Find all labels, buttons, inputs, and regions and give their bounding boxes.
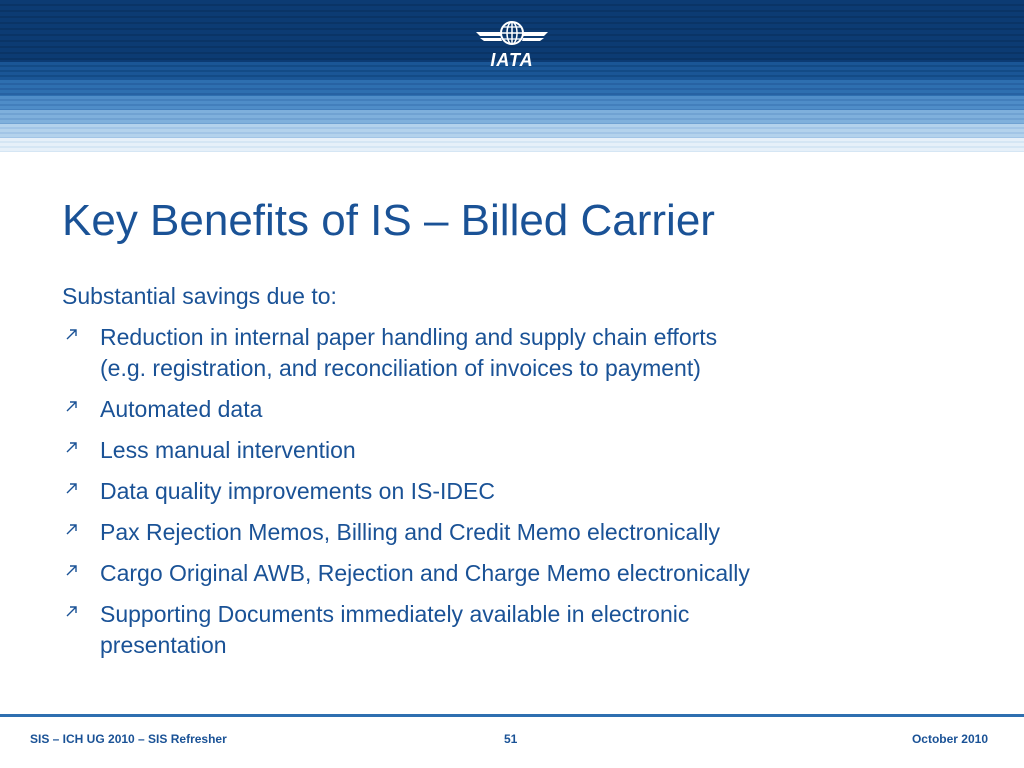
- list-item: [62, 322, 962, 384]
- bullet-text: Less manual intervention: [100, 437, 356, 463]
- arrow-up-right-icon: [64, 326, 80, 342]
- arrow-up-right-icon: [64, 603, 80, 619]
- list-item: [62, 476, 962, 507]
- bullet-text: Pax Rejection Memos, Billing and Credit Memo electronically: [100, 519, 720, 545]
- bullet-text: Data quality improvements on IS-IDEC: [100, 478, 495, 504]
- bullet-text-continued: presentation: [100, 632, 227, 658]
- arrow-up-right-icon: [64, 562, 80, 578]
- bullet-text: Cargo Original AWB, Rejection and Charge Memo electronically: [100, 560, 750, 586]
- footer-date: October 2010: [911, 732, 988, 746]
- arrow-up-right-icon: [64, 439, 80, 455]
- list-item: [62, 435, 962, 466]
- footer: [0, 732, 1024, 752]
- bullet-text-continued: (e.g. registration, and reconciliation of invoices to payment): [100, 355, 701, 381]
- arrow-up-right-icon: [64, 480, 80, 496]
- intro-text: Substantial savings due to:: [62, 283, 337, 309]
- arrow-up-right-icon: [64, 521, 80, 537]
- page-number: 51: [504, 732, 518, 746]
- list-item: [62, 558, 962, 589]
- bullet-text: Automated data: [100, 396, 263, 422]
- bullet-text: Supporting Documents immediately available in electronic: [100, 601, 690, 627]
- arrow-up-right-icon: [64, 398, 80, 414]
- list-item: [62, 517, 962, 548]
- bullet-list: [62, 322, 962, 671]
- list-item: [62, 394, 962, 425]
- bullet-text: Reduction in internal paper handling and supply chain efforts: [100, 324, 718, 350]
- globe-wings-icon: [472, 18, 552, 52]
- slide-title: Key Benefits of IS – Billed Carrier: [62, 196, 715, 245]
- list-item: [62, 599, 962, 661]
- footer-divider: [0, 714, 1024, 717]
- footer-event-label: SIS – ICH UG 2010 – SIS Refresher: [30, 732, 227, 746]
- header-band: [0, 0, 1024, 152]
- logo-text: IATA: [490, 50, 534, 70]
- iata-logo: [472, 18, 552, 76]
